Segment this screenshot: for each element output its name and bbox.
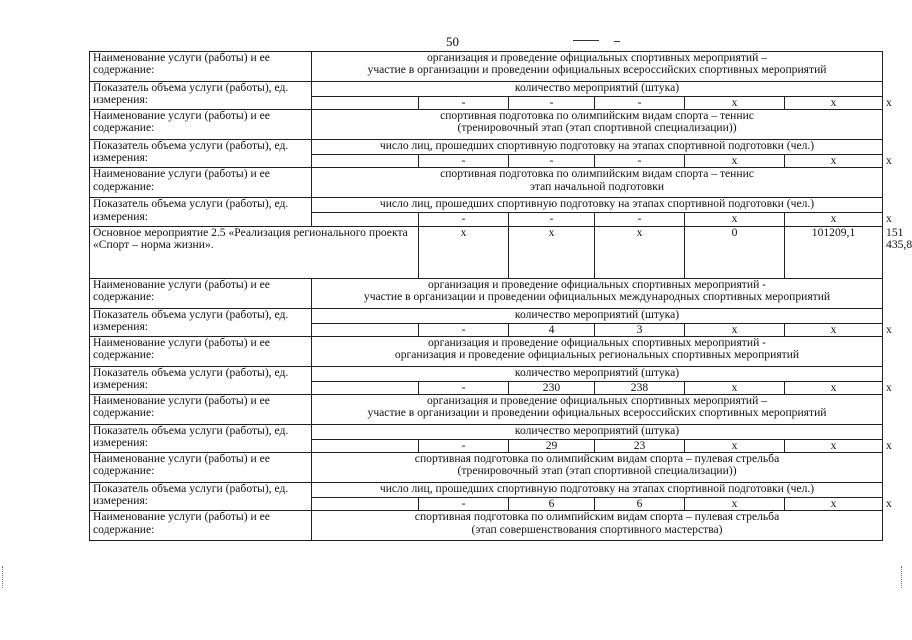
service-description bbox=[312, 511, 883, 541]
service-description-line: спортивная подготовка по олимпийским видам спорта – теннис bbox=[440, 167, 754, 181]
service-description bbox=[312, 278, 883, 308]
service-row bbox=[90, 511, 883, 541]
service-description-line: участие в организации и проведении официальных всероссийских спортивных мероприятий bbox=[367, 63, 827, 77]
service-description-line: спортивная подготовка по олимпийским видам спорта – пулевая стрельба bbox=[414, 510, 780, 524]
value-cell: - bbox=[419, 323, 509, 336]
value-cell: x bbox=[785, 213, 883, 226]
value-cell: x bbox=[509, 226, 595, 278]
service-row bbox=[90, 278, 883, 308]
value-cell-spacer bbox=[312, 381, 419, 394]
indicator-row bbox=[90, 82, 883, 97]
row-label: Наименование услуги (работы) и ее содержание: bbox=[90, 110, 312, 140]
indicator-row bbox=[90, 425, 883, 440]
value-cell: - bbox=[595, 97, 685, 110]
indicator-description: число лиц, прошедших спортивную подготовку на этапах спортивной подготовки (чел.) bbox=[312, 483, 883, 498]
service-description-line: организация и проведение официальных спортивных мероприятий – bbox=[427, 51, 768, 64]
row-label: Показатель объема услуги (работы), ед. измерения: bbox=[90, 82, 312, 110]
value-cell: - bbox=[595, 155, 685, 168]
row-label: Наименование услуги (работы) и ее содержание: bbox=[90, 453, 312, 483]
value-cell: 238 bbox=[595, 381, 685, 394]
value-cell: - bbox=[509, 213, 595, 226]
row-label: Наименование услуги (работы) и ее содержание: bbox=[90, 168, 312, 198]
indicator-description: количество мероприятий (штука) bbox=[312, 82, 883, 97]
service-row bbox=[90, 168, 883, 198]
value-cell: - bbox=[419, 155, 509, 168]
row-label: Показатель объема услуги (работы), ед. измерения: bbox=[90, 198, 312, 226]
value-cell: 6 bbox=[509, 498, 595, 511]
service-description bbox=[312, 110, 883, 140]
program-table bbox=[89, 51, 912, 541]
value-cell: x bbox=[785, 440, 883, 453]
service-description-line: участие в организации и проведении официальных международных спортивных мероприятий bbox=[363, 289, 831, 303]
service-description-line: (этап совершенствования спортивного мастерства) bbox=[471, 522, 723, 536]
header-dash-mark bbox=[614, 41, 620, 42]
value-cell: x bbox=[419, 226, 509, 278]
row-label: Показатель объема услуги (работы), ед. измерения: bbox=[90, 366, 312, 394]
service-description-line: организация и проведение официальных спортивных мероприятий - bbox=[427, 277, 767, 291]
service-row bbox=[90, 110, 883, 140]
indicator-values-row: - 29 23 x x x bbox=[90, 440, 883, 453]
service-row bbox=[90, 336, 883, 366]
value-cell: x bbox=[785, 155, 883, 168]
value-cell: - bbox=[509, 155, 595, 168]
service-description-line: участие в организации и проведении официальных всероссийских спортивных мероприятий bbox=[367, 406, 827, 420]
value-cell: x bbox=[785, 498, 883, 511]
value-cell: 3 bbox=[595, 323, 685, 336]
value-cell: x bbox=[685, 498, 785, 511]
value-cell: 6 bbox=[595, 498, 685, 511]
value-cell: x bbox=[685, 97, 785, 110]
value-cell: x bbox=[685, 381, 785, 394]
service-description-line: спортивная подготовка по олимпийским видам спорта – пулевая стрельба bbox=[414, 452, 780, 466]
indicator-values-row: - - - x x x bbox=[90, 97, 883, 110]
page-number: 50 bbox=[446, 34, 459, 49]
row-label: Наименование услуги (работы) и ее содержание: bbox=[90, 52, 312, 82]
value-cell-spacer bbox=[312, 323, 419, 336]
value-cell: x bbox=[685, 440, 785, 453]
margin-mark-left bbox=[2, 566, 4, 588]
service-description bbox=[312, 336, 883, 366]
event-row: Основное мероприятие 2.5 «Реализация регионального проекта «Спорт – норма жизни». x x x 0 101209,1 151 435,8 bbox=[90, 226, 883, 278]
service-description-line: организация и проведение официальных спортивных мероприятий - bbox=[427, 335, 767, 349]
row-label: Показатель объема услуги (работы), ед. измерения: bbox=[90, 425, 312, 453]
service-description-line: спортивная подготовка по олимпийским видам спорта – теннис bbox=[440, 109, 754, 123]
row-label: Наименование услуги (работы) и ее содержание: bbox=[90, 511, 312, 541]
service-row bbox=[90, 395, 883, 425]
value-cell: 101209,1 bbox=[785, 226, 883, 278]
indicator-values-row: - - - x x x bbox=[90, 155, 883, 168]
indicator-description: число лиц, прошедших спортивную подготовку на этапах спортивной подготовки (чел.) bbox=[312, 140, 883, 155]
indicator-row bbox=[90, 483, 883, 498]
row-label: Показатель объема услуги (работы), ед. измерения: bbox=[90, 140, 312, 168]
indicator-description: число лиц, прошедших спортивную подготовку на этапах спортивной подготовки (чел.) bbox=[312, 198, 883, 213]
indicator-values-row: - - - x x x bbox=[90, 213, 883, 226]
indicator-description: количество мероприятий (штука) bbox=[312, 425, 883, 440]
value-cell-spacer bbox=[312, 440, 419, 453]
service-description bbox=[312, 395, 883, 425]
value-cell: x bbox=[785, 381, 883, 394]
value-cell-spacer bbox=[312, 213, 419, 226]
value-cell: x bbox=[785, 97, 883, 110]
service-description-line: (тренировочный этап (этап спортивной специализации)) bbox=[457, 121, 737, 135]
indicator-values-row: - 4 3 x x x bbox=[90, 323, 883, 336]
value-cell: - bbox=[419, 498, 509, 511]
indicator-row bbox=[90, 140, 883, 155]
row-label: Наименование услуги (работы) и ее содержание: bbox=[90, 395, 312, 425]
row-label: Наименование услуги (работы) и ее содержание: bbox=[90, 336, 312, 366]
value-cell: 29 bbox=[509, 440, 595, 453]
service-description bbox=[312, 168, 883, 198]
service-description-line: (тренировочный этап (этап спортивной специализации)) bbox=[457, 464, 737, 478]
margin-mark-right bbox=[901, 566, 903, 588]
service-description-line: организация и проведение официальных спортивных мероприятий – bbox=[427, 394, 768, 408]
value-cell: 23 bbox=[595, 440, 685, 453]
service-description bbox=[312, 453, 883, 483]
indicator-row bbox=[90, 198, 883, 213]
value-cell-spacer bbox=[312, 498, 419, 511]
value-cell: x bbox=[595, 226, 685, 278]
row-label: Показатель объема услуги (работы), ед. измерения: bbox=[90, 308, 312, 336]
row-label: Основное мероприятие 2.5 «Реализация регионального проекта «Спорт – норма жизни». bbox=[90, 226, 419, 278]
value-cell: 230 bbox=[509, 381, 595, 394]
value-cell: 0 bbox=[685, 226, 785, 278]
indicator-description: количество мероприятий (штука) bbox=[312, 366, 883, 381]
value-cell: x bbox=[785, 323, 883, 336]
value-cell: x bbox=[685, 155, 785, 168]
service-row bbox=[90, 52, 883, 82]
value-cell: - bbox=[419, 97, 509, 110]
row-label: Показатель объема услуги (работы), ед. измерения: bbox=[90, 483, 312, 511]
indicator-values-row: - 6 6 x x x bbox=[90, 498, 883, 511]
value-cell: - bbox=[419, 381, 509, 394]
value-cell: x bbox=[685, 213, 785, 226]
indicator-row bbox=[90, 308, 883, 323]
indicator-row bbox=[90, 366, 883, 381]
value-cell: - bbox=[509, 97, 595, 110]
row-label: Наименование услуги (работы) и ее содержание: bbox=[90, 278, 312, 308]
indicator-values-row: - 230 238 x x x bbox=[90, 381, 883, 394]
value-cell-spacer bbox=[312, 155, 419, 168]
service-description-line: организация и проведение официальных региональных спортивных мероприятий bbox=[394, 348, 800, 362]
service-description bbox=[312, 52, 883, 82]
indicator-description: количество мероприятий (штука) bbox=[312, 308, 883, 323]
value-cell: - bbox=[595, 213, 685, 226]
service-description-line: этап начальной подготовки bbox=[529, 179, 665, 193]
value-cell: - bbox=[419, 440, 509, 453]
value-cell: - bbox=[419, 213, 509, 226]
value-cell: 4 bbox=[509, 323, 595, 336]
header-dash-mark bbox=[573, 40, 599, 41]
value-cell-spacer bbox=[312, 97, 419, 110]
service-row bbox=[90, 453, 883, 483]
value-cell: x bbox=[685, 323, 785, 336]
